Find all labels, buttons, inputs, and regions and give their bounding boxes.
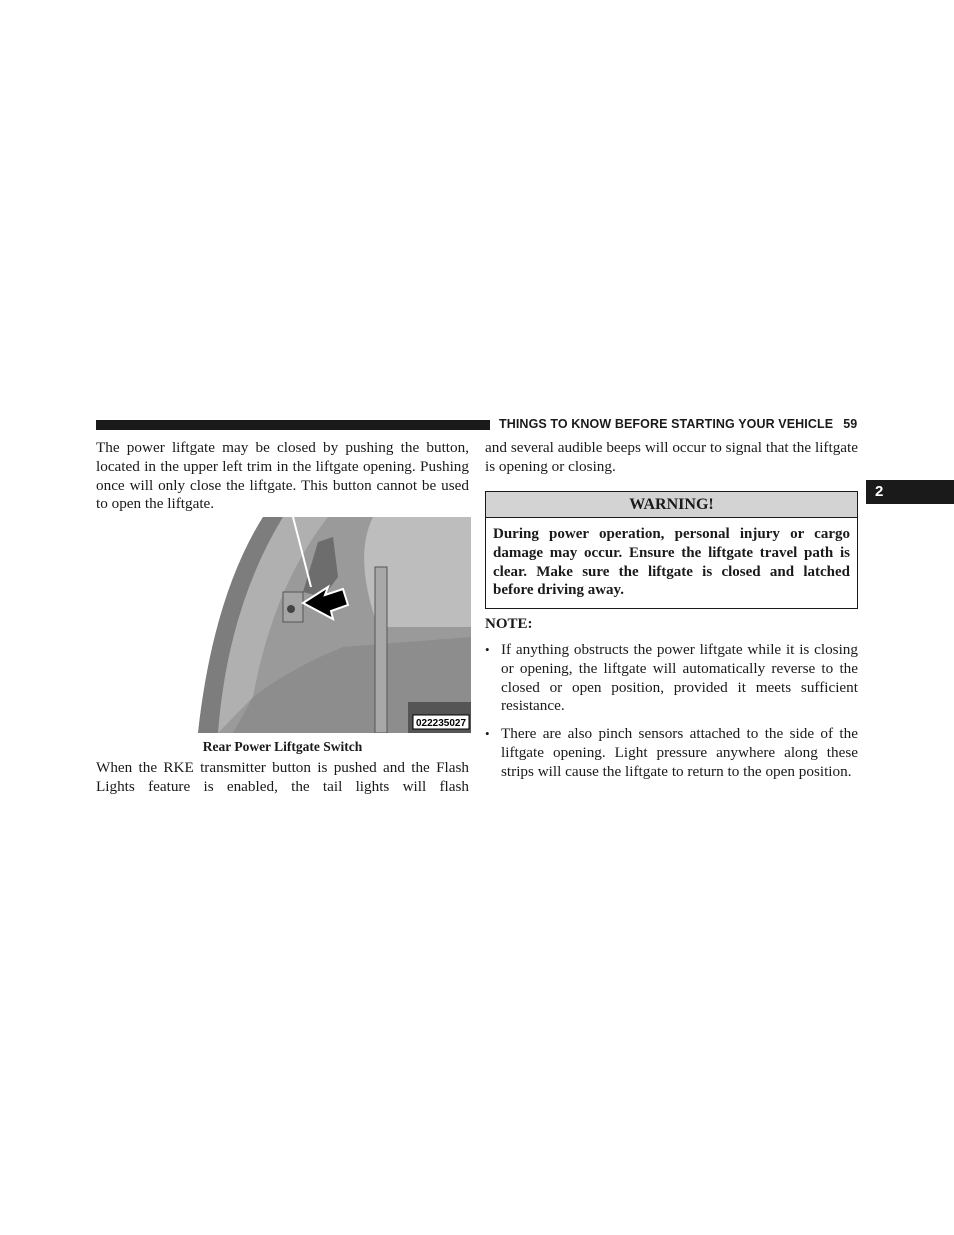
warning-title: WARNING! [486, 492, 857, 518]
figure-code: 022235027 [415, 718, 467, 729]
bullet-text: There are also pinch sensors attached to the side of the liftgate opening. Light pressure anywhere along these strips will cause the liftgate to return to the open position. [501, 725, 858, 780]
bullet-icon: • [485, 642, 490, 657]
liftgate-illustration [193, 517, 471, 733]
bullet-text: If anything obstructs the power liftgate while it is closing or opening, the liftgate will automatically reverse to the closed or open position, provided it meets sufficient resistance. [501, 641, 858, 715]
running-header [499, 417, 857, 431]
left-paragraph-2: When the RKE transmitter button is pushed and the Flash Lights feature is enabled, the tail lights will flash [96, 759, 469, 795]
figure-caption: Rear Power Liftgate Switch [202, 739, 363, 754]
note-bullet [485, 725, 858, 781]
liftgate-switch-figure [193, 517, 471, 733]
right-paragraph-1: and several audible beeps will occur to signal that the liftgate is opening or closing. [485, 439, 858, 475]
left-paragraph-1: The power liftgate may be closed by pushing the button, located in the upper left trim in the liftgate opening. Pushing once will only close the liftgate. This button cannot be used to open the liftgate. [96, 439, 469, 513]
page-number: 59 [843, 417, 858, 431]
note-label: NOTE: [485, 616, 533, 632]
warning-body: During power operation, personal injury or cargo damage may occur. Ensure the liftgate travel path is clear. Make sure the liftgate is closed and latched before driving away. [493, 526, 850, 599]
note-bullet [485, 641, 858, 716]
warning-box [485, 491, 858, 609]
chapter-tab: 2 [866, 480, 954, 504]
bullet-icon: • [485, 726, 490, 741]
header-bar [96, 420, 490, 430]
section-title: THINGS TO KNOW BEFORE STARTING YOUR VEHICLE [499, 417, 834, 431]
